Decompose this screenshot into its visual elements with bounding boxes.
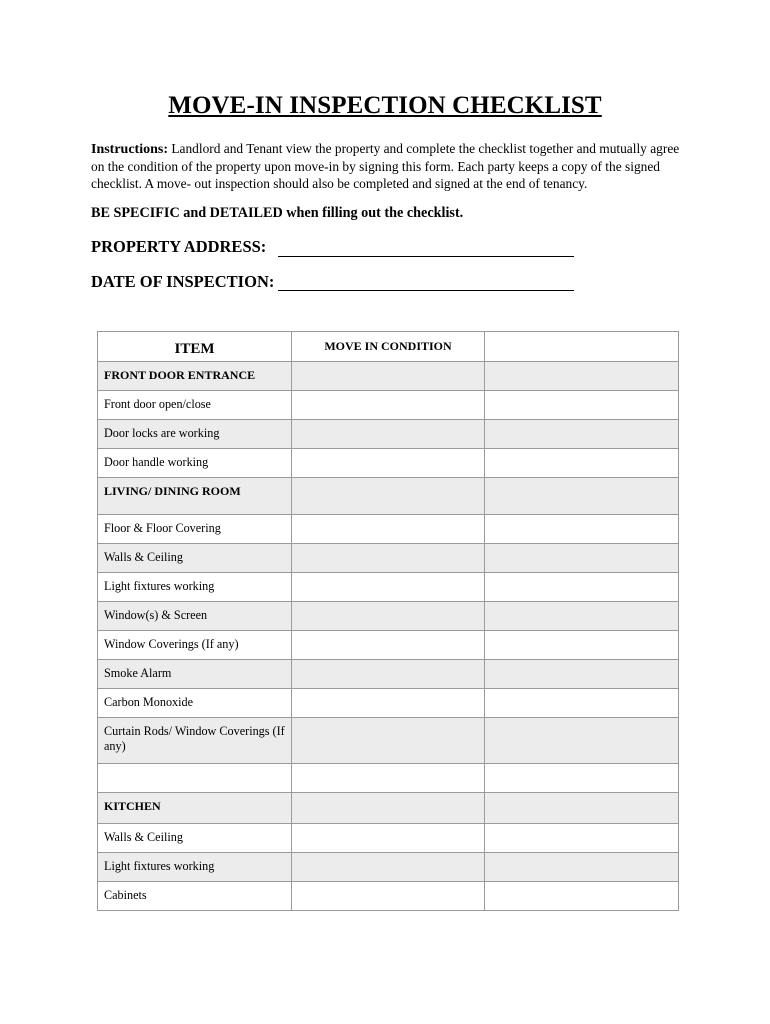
page-title: MOVE-IN INSPECTION CHECKLIST [168, 92, 602, 119]
table-row [98, 449, 679, 478]
move-in-condition-cell[interactable] [292, 853, 485, 882]
move-in-condition-cell[interactable] [292, 573, 485, 602]
header-move-in-condition: MOVE IN CONDITION [292, 332, 485, 362]
move-in-condition-cell[interactable] [292, 420, 485, 449]
move-in-condition-cell[interactable] [292, 362, 485, 391]
notes-cell[interactable] [485, 793, 679, 824]
table-row [98, 420, 679, 449]
notes-cell[interactable] [485, 573, 679, 602]
notes-cell[interactable] [485, 718, 679, 764]
table-row [98, 631, 679, 660]
table-row [98, 824, 679, 853]
header-item: ITEM [98, 332, 292, 362]
table-row [98, 391, 679, 420]
table-row [98, 544, 679, 573]
item-label: Walls & Ceiling [98, 544, 292, 573]
item-label: Walls & Ceiling [98, 824, 292, 853]
item-label: Curtain Rods/ Window Coverings (If any) [98, 718, 292, 764]
move-in-condition-cell[interactable] [292, 793, 485, 824]
property-address-label: PROPERTY ADDRESS: [91, 237, 267, 256]
date-of-inspection-line[interactable] [278, 290, 574, 291]
notes-cell[interactable] [485, 631, 679, 660]
table-row [98, 853, 679, 882]
notes-cell[interactable] [485, 544, 679, 573]
header-blank [485, 332, 679, 362]
item-label: Carbon Monoxide [98, 689, 292, 718]
item-label: Door locks are working [98, 420, 292, 449]
move-in-condition-cell[interactable] [292, 449, 485, 478]
notes-cell[interactable] [485, 449, 679, 478]
section-label: KITCHEN [98, 793, 292, 824]
move-in-condition-cell[interactable] [292, 824, 485, 853]
move-in-condition-cell[interactable] [292, 602, 485, 631]
item-label: Cabinets [98, 882, 292, 911]
move-in-condition-cell[interactable] [292, 689, 485, 718]
move-in-condition-cell[interactable] [292, 660, 485, 689]
table-header-row [98, 332, 679, 362]
notes-cell[interactable] [485, 660, 679, 689]
table-row [98, 882, 679, 911]
table-section-row [98, 478, 679, 515]
item-label: Front door open/close [98, 391, 292, 420]
item-label: Light fixtures working [98, 853, 292, 882]
move-in-condition-cell[interactable] [292, 882, 485, 911]
emphasis-note: BE SPECIFIC and DETAILED when filling out the checklist. [91, 205, 464, 221]
notes-cell[interactable] [485, 853, 679, 882]
instructions-paragraph [91, 140, 681, 192]
instructions-text: Landlord and Tenant view the property and complete the checklist together and mutually agree on the condition of the property upon move-in by signing this form. Each party keeps a copy of the signed checklist. A move- out inspection should also be completed and signed at the end of tenancy. [91, 141, 680, 191]
date-of-inspection-label: DATE OF INSPECTION: [91, 272, 275, 291]
notes-cell[interactable] [485, 478, 679, 515]
item-label: Light fixtures working [98, 573, 292, 602]
move-in-condition-cell[interactable] [292, 391, 485, 420]
move-in-condition-cell[interactable] [292, 631, 485, 660]
notes-cell[interactable] [485, 764, 679, 793]
table-row [98, 689, 679, 718]
item-label: Smoke Alarm [98, 660, 292, 689]
instructions-label: Instructions: [91, 142, 169, 157]
table-row [98, 660, 679, 689]
notes-cell[interactable] [485, 824, 679, 853]
item-label: Window(s) & Screen [98, 602, 292, 631]
notes-cell[interactable] [485, 602, 679, 631]
move-in-condition-cell[interactable] [292, 718, 485, 764]
notes-cell[interactable] [485, 515, 679, 544]
table-row [98, 573, 679, 602]
notes-cell[interactable] [485, 689, 679, 718]
notes-cell[interactable] [485, 882, 679, 911]
table-row [98, 602, 679, 631]
notes-cell[interactable] [485, 391, 679, 420]
section-label: FRONT DOOR ENTRANCE [98, 362, 292, 391]
inspection-table [97, 331, 679, 911]
move-in-condition-cell[interactable] [292, 544, 485, 573]
item-label: Door handle working [98, 449, 292, 478]
table-section-row [98, 362, 679, 391]
table-section-row [98, 793, 679, 824]
item-label: Window Coverings (If any) [98, 631, 292, 660]
table-row [98, 718, 679, 764]
move-in-condition-cell[interactable] [292, 515, 485, 544]
notes-cell[interactable] [485, 420, 679, 449]
notes-cell[interactable] [485, 362, 679, 391]
move-in-condition-cell[interactable] [292, 764, 485, 793]
table-row [98, 764, 679, 793]
property-address-line[interactable] [278, 256, 574, 257]
item-label: Floor & Floor Covering [98, 515, 292, 544]
move-in-condition-cell[interactable] [292, 478, 485, 515]
item-label [98, 764, 292, 793]
table-row [98, 515, 679, 544]
section-label: LIVING/ DINING ROOM [98, 478, 292, 515]
